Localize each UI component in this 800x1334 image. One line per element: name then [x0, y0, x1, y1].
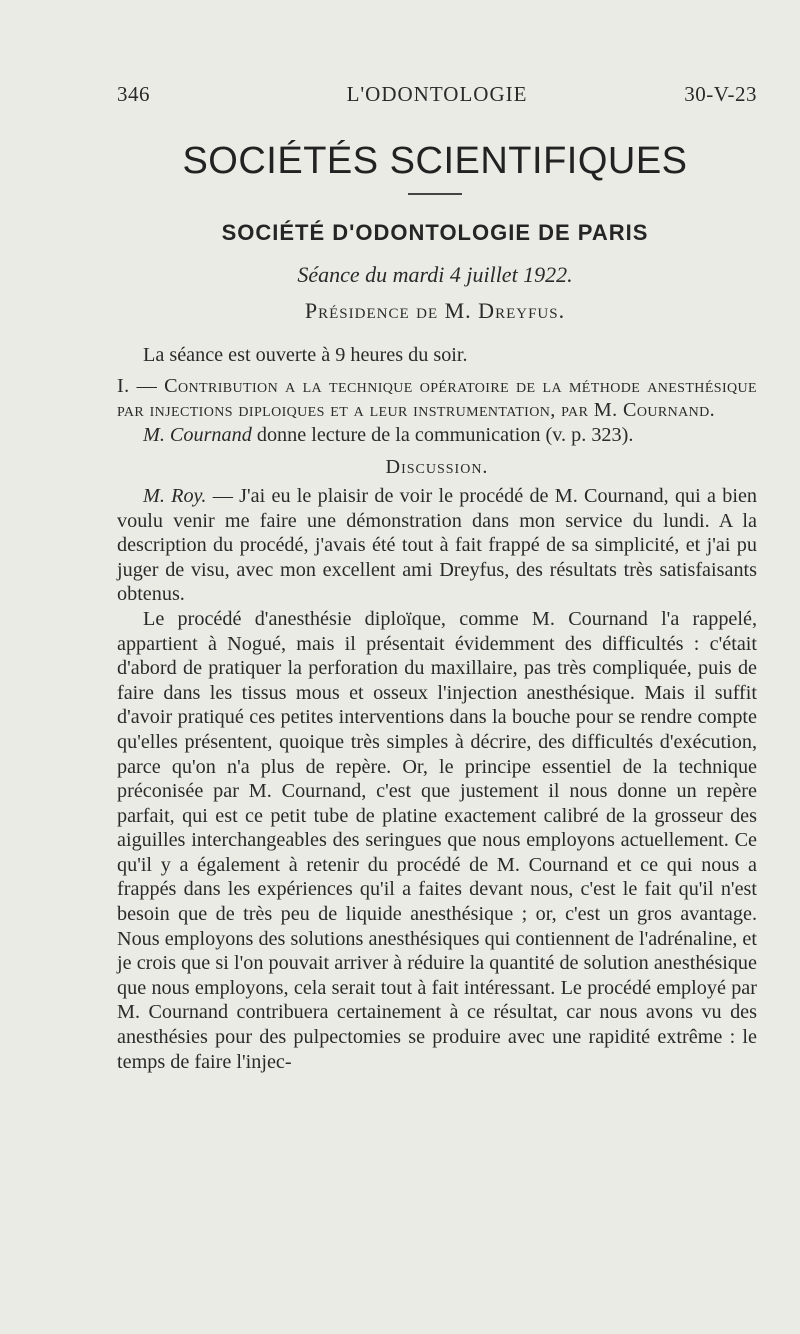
journal-title: L'ODONTOLOGIE — [346, 82, 528, 106]
reading-text: donne lecture de la communication (v. p. 323). — [251, 423, 634, 446]
paragraph-text: — J'ai eu le plaisir de voir le procédé de M. Cournand, qui a bien voulu venir me faire une démonstration dans mon service du lundi. A la description du procédé, j'avais été tout à fait frappé de sa simplicité, et j'ai pu juger de visu, avec mon excellent ami Dreyfus, des résultats très satisfaisants obtenus. — [117, 484, 757, 606]
reading-line — [117, 423, 757, 448]
agenda-item: I. — Contribution a la technique opératoire de la méthode anesthésique par injections diploiques et a leur instrumentation, par M. Cournand. — [117, 374, 757, 422]
issue-date: 30-V-23 — [684, 82, 757, 106]
opening-line: La séance est ouverte à 9 heures du soir. — [143, 344, 468, 366]
page-number: 346 — [117, 82, 150, 106]
paragraph — [117, 484, 757, 607]
title-divider — [408, 193, 462, 195]
society-name: SOCIÉTÉ D'ODONTOLOGIE DE PARIS — [221, 220, 649, 245]
session-date: Séance du mardi 4 juillet 1922. — [297, 262, 573, 287]
paragraph — [117, 607, 757, 1074]
discussion-heading: Discussion. — [385, 456, 489, 479]
section-title: SOCIÉTÉS SCIENTIFIQUES — [182, 140, 688, 182]
presidency: Présidence de M. Dreyfus. — [304, 298, 566, 323]
speaker-name: M. Roy. — [143, 484, 207, 507]
speaker-name: M. Cournand — [143, 423, 252, 446]
article-body — [117, 343, 757, 1074]
running-head — [117, 82, 757, 112]
paragraph-text: Le procédé d'anesthésie diploïque, comme M. Cournand l'a rappelé, appartient à Nogué, mais il présentait évidemment des difficultés : c'était d'abord de pratiquer la perforation du maxillaire, pas très compliquée, puis de faire dans les tissus mous et osseux l'injection anesthésique. Mais il suffit d'avoir pratiqué ces petites interventions dans la bouche pour se rendre compte qu'elles présentent, quoique très simples à décrire, des difficultés d'exécution, parce qu'on n'a plus de repère. Or, le principe essentiel de la technique préconisée par M. Cournand, c'est que justement il nous donne un repère parfait, qui est ce petit tube de platine exactement calibré de la grosseur des aiguilles interchangeables des seringues que nous employons actuellement. Ce qu'il y a également à retenir du procédé de M. Cournand et ce qui nous a frappés dans les expériences qu'il a faites devant nous, c'est le fait qu'il n'est besoin que de très peu de liquide anesthésique ; or, c'est un gros avantage. Nous employons des solutions anesthésiques qui contiennent de l'adrénaline, et je crois que si l'on pouvait arriver à réduire la quantité de solution anesthésique que nous employons, cela serait tout à fait intéressant. Le procédé employé par M. Cournand contribuera certainement à ce résultat, car nous avons vu des anesthésies pour des pulpectomies se produire avec une rapidité extrême : le temps de faire l'injec- — [117, 607, 757, 1073]
